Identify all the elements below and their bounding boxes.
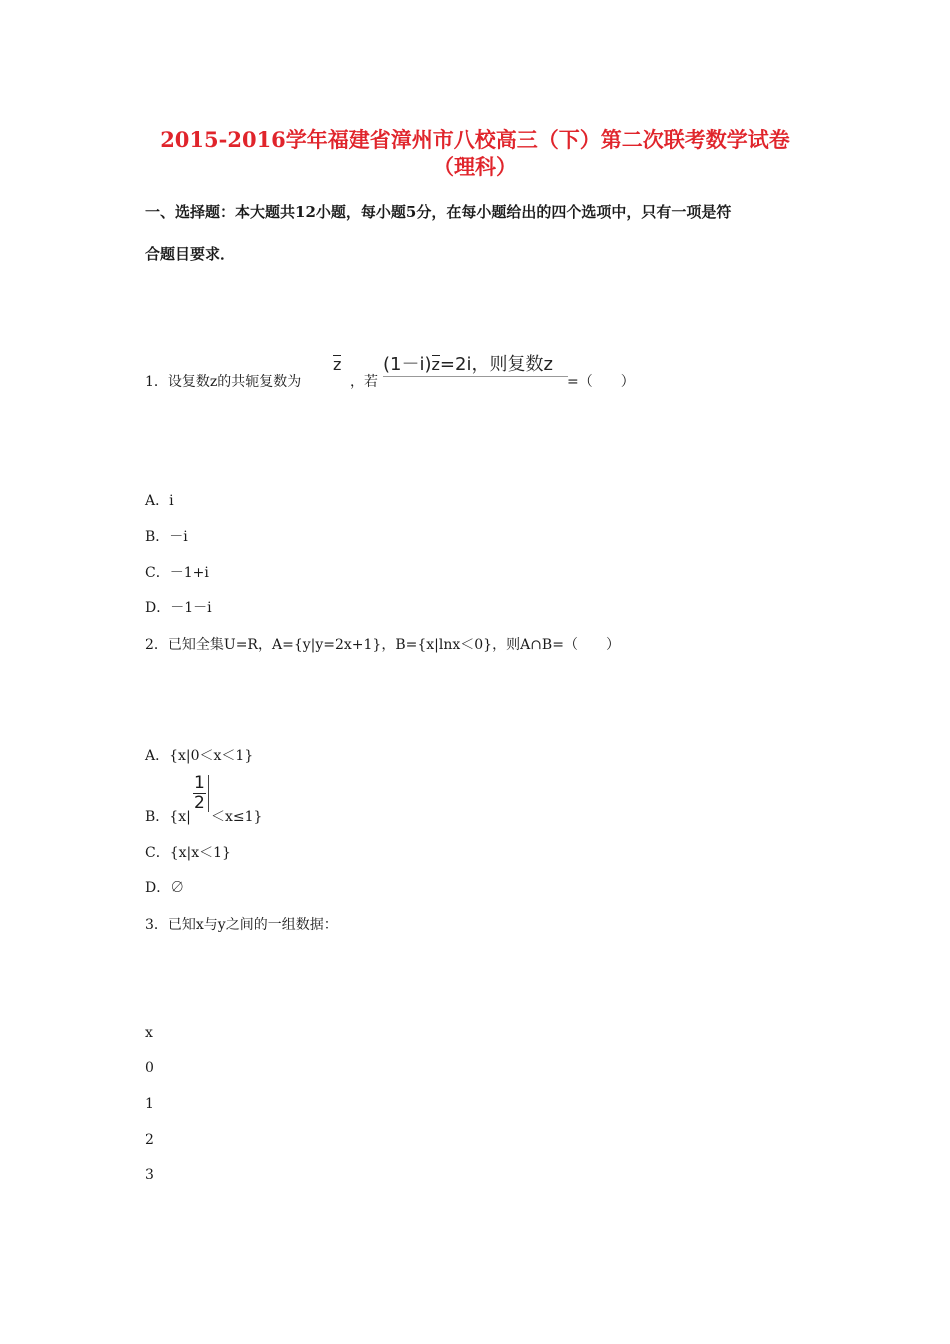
q2-option-c: C．{x|x＜1} — [145, 845, 231, 861]
q1-option-d: D．－1－i — [145, 600, 212, 616]
q2-option-b: B．{x| — [145, 809, 191, 825]
q3-stem: 3．已知x与y之间的一组数据： — [145, 917, 338, 933]
q1-option-b: B．－i — [145, 529, 188, 545]
q1-conjugate-symbol: z — [333, 355, 342, 374]
doc-title-line1: 2015-2016学年福建省漳州市八校高三（下）第二次联考数学试卷 — [160, 127, 790, 152]
section-heading-line1: 一、选择题：本大题共12小题，每小题5分，在每小题给出的四个选项中，只有一项是符 — [145, 203, 732, 221]
q1-formula-baseline — [383, 376, 568, 377]
q2-option-b-fraction: $\frac{1}{2}$ — [193, 775, 209, 812]
q1-prefix: 1．设复数z的共轭复数为 — [145, 374, 302, 390]
q3-table-cell: 1 — [145, 1096, 154, 1112]
q3-table-cell: 2 — [145, 1132, 154, 1148]
q1-mid-text: ，若 — [350, 374, 378, 390]
section-heading-line2: 合题目要求． — [145, 245, 236, 263]
q1-option-a: A．i — [145, 493, 174, 509]
q3-table-cell: 0 — [145, 1060, 154, 1076]
q1-formula: (1－i)z=2i，则复数z — [383, 354, 553, 375]
doc-title-line2: （理科） — [433, 154, 517, 179]
q3-table-header-x: x — [145, 1025, 153, 1041]
q2-option-d: D．∅ — [145, 880, 185, 896]
q1-option-c: C．－1+i — [145, 565, 209, 581]
q2-option-a: A．{x|0＜x＜1} — [145, 748, 254, 764]
q2-option-b-suffix: ＜x≤1} — [211, 809, 263, 825]
q1-answer-bracket: =（ ） — [567, 374, 635, 390]
q3-table-cell: 3 — [145, 1167, 154, 1183]
q2-stem: 2．已知全集U=R，A={y|y=2x+1}，B={x|lnx＜0}，则A∩B=（ ） — [145, 637, 620, 653]
